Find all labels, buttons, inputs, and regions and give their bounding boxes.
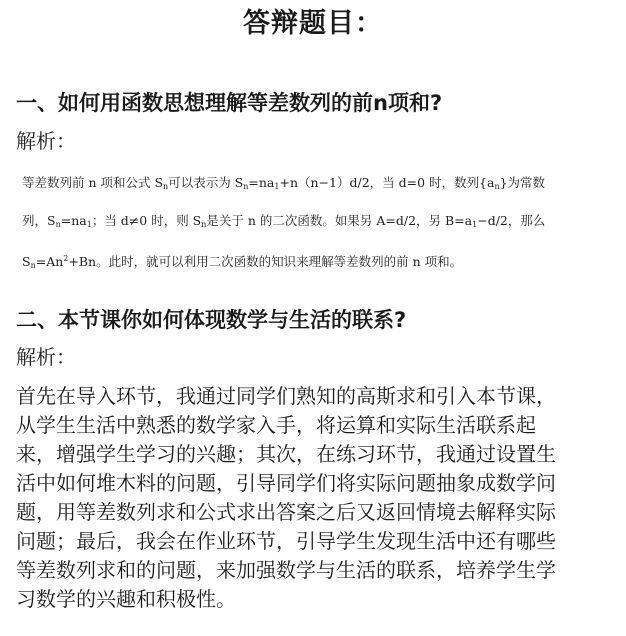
text-run: 列，S	[22, 213, 56, 228]
answer-line: 来，增强学生学习的兴趣；其次，在练习环节，我通过设置生	[16, 442, 556, 466]
text-run: +Bn。此时，就可以利用二次函数的知识来理解等差数列的前 n 项和。	[68, 254, 463, 269]
text-run: 等差数列前 n 项和公式 S	[22, 175, 164, 190]
text-run: =An	[35, 254, 64, 269]
subscript: n	[30, 261, 36, 270]
question-2-heading: 二、本节课你如何体现数学与生活的联系?	[16, 308, 407, 332]
subscript: n	[494, 182, 500, 191]
subscript: 1	[86, 220, 92, 229]
answer-line: 习数学的兴趣和积极性。	[16, 587, 236, 611]
text-run: S	[22, 254, 31, 269]
text-run: −d/2，那么	[477, 213, 546, 228]
subscript: n	[163, 182, 169, 191]
question-1-answer	[22, 166, 614, 283]
subscript: n	[243, 182, 249, 191]
text-run: 可以表示为 S	[168, 175, 244, 190]
question-1-analysis-label: 解析：	[16, 129, 76, 153]
answer-line: 问题；最后，我会在作业环节，引导学生发现生活中还有哪些	[16, 529, 556, 553]
subscript: n	[55, 220, 61, 229]
text-run: +n（n−1）d/2，当 d=0 时，数列{a	[279, 175, 495, 190]
answer-line: 等差数列求和的问题，来加强数学与生活的联系，培养学生学	[16, 558, 556, 582]
subscript: n	[201, 220, 207, 229]
answer-line	[22, 166, 614, 204]
question-2-answer	[16, 382, 612, 614]
subscript: 1	[472, 220, 478, 229]
text-run: 是关于 n 的二次函数。如果另 A=d/2，另 B=a	[206, 213, 473, 228]
answer-line: 首先在导入环节，我通过同学们熟知的高斯求和引入本节课，	[16, 384, 556, 408]
subscript: 1	[274, 182, 280, 191]
answer-line: 从学生生活中熟悉的数学家入手，将运算和实际生活联系起	[16, 413, 536, 437]
text-run: }为常数	[499, 175, 546, 190]
question-2-analysis-label: 解析：	[16, 345, 76, 369]
question-1-heading: 一、如何用函数思想理解等差数列的前n项和?	[16, 91, 443, 115]
answer-line	[22, 204, 614, 242]
answer-line: 活中如何堆木料的问题，引导同学们将实际问题抽象成数学问	[16, 471, 556, 495]
answer-line	[22, 242, 614, 283]
superscript: 2	[63, 254, 69, 263]
page-title: 答辩题目：	[243, 8, 383, 39]
text-run: =na	[60, 213, 87, 228]
text-run: ；当 d≠0 时，则 S	[91, 213, 202, 228]
text-run: =na	[248, 175, 275, 190]
answer-line: 题，用等差数列求和公式求出答案之后又返回情境去解释实际	[16, 500, 556, 524]
